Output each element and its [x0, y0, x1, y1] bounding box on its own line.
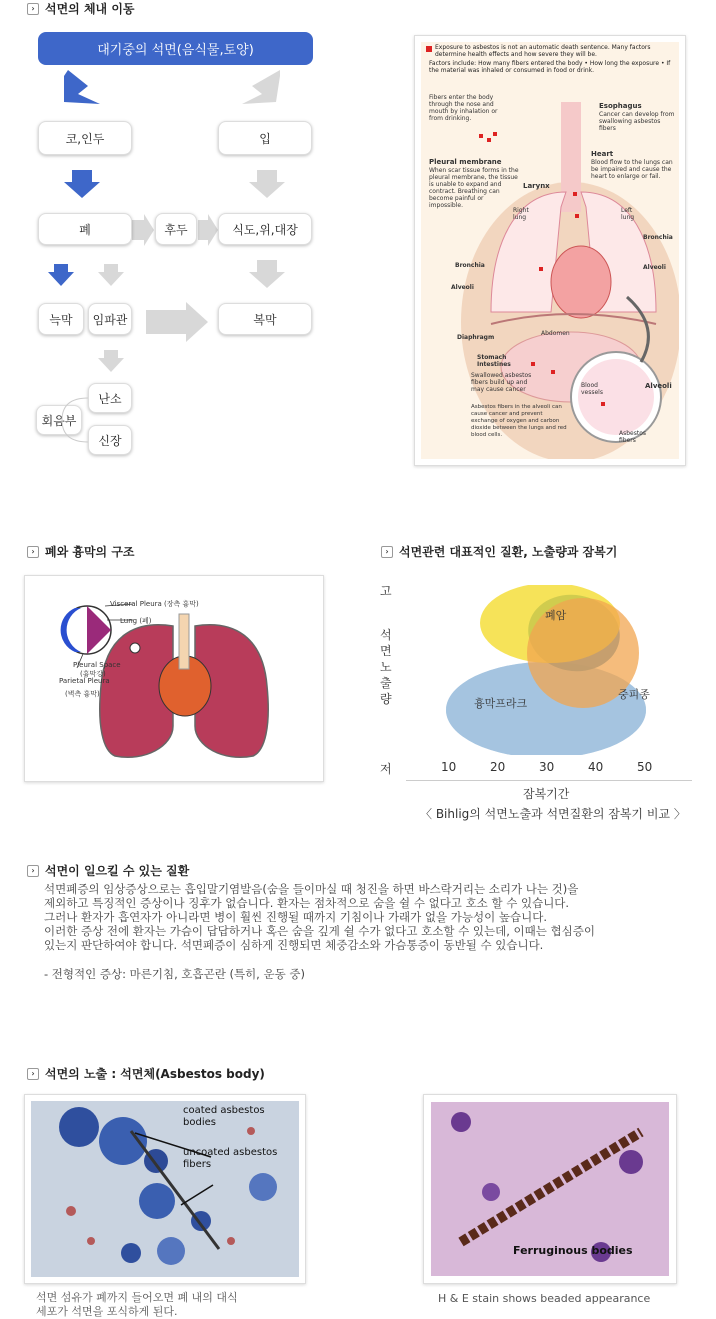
- label-esophagus: Esophagus: [599, 102, 642, 110]
- x-axis-label: 잠복기간: [523, 787, 570, 801]
- ferruginous-caption: H & E stain shows beaded appearance: [438, 1292, 651, 1305]
- node-mouth: 입: [218, 121, 312, 155]
- arrow-down-icon: [98, 350, 124, 372]
- label-alveoli-right: Alveoli: [643, 264, 666, 271]
- arrow-down-icon: [64, 170, 100, 198]
- micrograph-canvas: [31, 1101, 299, 1277]
- section-title-diseases: › 석면이 일으킬 수 있는 질환: [27, 862, 189, 879]
- node-ovary: 난소: [88, 383, 132, 413]
- x-tick-label: 10: [441, 760, 457, 774]
- bullet-arrow-icon: ›: [381, 546, 393, 558]
- label-asbestos-fibers: Asbestos fibers: [619, 430, 647, 444]
- arrow-right-icon: [132, 214, 154, 246]
- label-parietal-pleura: Parietal Pleura: [59, 677, 110, 685]
- label-pleural-space-ko: (흉막강): [80, 670, 106, 678]
- label-uncoated-fibers: uncoated asbestos fibers: [183, 1147, 278, 1170]
- label-parietal-pleura-ko: (벽측 흉막): [65, 690, 100, 698]
- arrow-down-icon: [249, 260, 285, 288]
- y-axis-low: 저: [380, 762, 392, 776]
- chart-caption: 〈 Bihlig의 석면노출과 석면질환의 잠복기 비교 〉: [420, 807, 686, 821]
- arrow-down-right-icon: [242, 70, 280, 104]
- x-tick-label: 20: [490, 760, 506, 774]
- node-perineum: 회음부: [36, 405, 82, 435]
- label-diaphragm: Diaphragm: [457, 334, 495, 341]
- typical-symptoms: - 전형적인 증상: 마른기침, 호흡곤란 (특히, 운동 중): [44, 967, 305, 981]
- label-blood-vessels: Blood vessels: [581, 382, 603, 396]
- label-abdomen: Abdomen: [541, 330, 570, 337]
- disease-paragraph: 석면폐증의 임상증상으로는 흡입말기염발음(숨을 들이마실 때 청진을 하면 바스락거리는 소리가 나는 것)을 제외하고 특징적인 증상이나 징후가 없습니다. 환자는 점차적으로 숨을 쉴 수 없다고 호소 할 수 있습니다. 그러나 환자가 흡연자가 아니라면 병이 훨씬 진행될 때까지 기침이나 가래가 없을 가능성이 높습니다. 이러한 증상 전에 환자는 가슴이 답답하거나 혹은 숨을 깊게 쉴 수가 없다고 호소할 수 있는데, 이때는 협심증이 있는지 판단하여야 합니다. 석면폐증이 심하게 진행되면 체중감소와 가슴통증이 동반될 수 있습니다.: [44, 882, 595, 952]
- arrow-right-icon: [198, 214, 218, 246]
- section-title-structure: › 폐와 흉막의 구조: [27, 543, 135, 560]
- node-kidney: 신장: [88, 425, 132, 455]
- micrograph-caption: 석면 섬유가 폐까지 들어오면 폐 내의 대식 세포가 석면을 포식하게 된다.: [36, 1291, 238, 1318]
- arrow-down-left-icon: [64, 70, 100, 104]
- label-bronchia-right: Bronchia: [643, 234, 673, 241]
- label-alveoli-zoom: Alveoli: [645, 382, 672, 390]
- arrow-down-icon: [98, 264, 124, 286]
- label-ferruginous: Ferruginous bodies: [513, 1244, 633, 1257]
- section-title-migration: › 석면의 체내 이동: [27, 0, 135, 17]
- bracket-connector: [60, 395, 90, 445]
- y-axis-high: 고: [380, 584, 392, 598]
- arrow-down-icon: [249, 170, 285, 198]
- label-lung-cancer: 폐암: [545, 609, 567, 622]
- infographic-note: Exposure to asbestos is not an automatic death sentence. Many factors determine health effects and how severe they will be.: [435, 44, 651, 58]
- arrow-right-icon: [146, 302, 208, 342]
- label-stomach: Stomach Intestines: [477, 354, 511, 368]
- x-axis-line: [406, 780, 692, 781]
- label-pleural-desc: When scar tissue forms in the pleural membrane, the tissue is unable to expand and contract. Breathing can become painful or impossible.: [429, 167, 519, 209]
- label-visceral-pleura: Visceral Pleura (장측 흉막): [110, 600, 199, 608]
- x-tick-label: 50: [637, 760, 653, 774]
- x-tick-label: 40: [588, 760, 604, 774]
- label-plaque: 흉막프라크: [474, 697, 528, 710]
- label-pleural: Pleural membrane: [429, 158, 502, 166]
- node-lung: 폐: [38, 213, 132, 245]
- label-stomach-desc: Swallowed asbestos fibers build up and may cause cancer: [471, 372, 532, 393]
- node-larynx: 후두: [155, 213, 197, 245]
- asbestos-body-micrograph: [24, 1094, 306, 1284]
- label-heart: Heart: [591, 150, 614, 158]
- bullet-arrow-icon: ›: [27, 1068, 39, 1080]
- node-nose: 코,인두: [38, 121, 132, 155]
- bullet-arrow-icon: ›: [27, 3, 39, 15]
- node-lymph: 임파관: [88, 303, 132, 335]
- label-right-lung: Right lung: [513, 207, 529, 221]
- x-tick-label: 30: [539, 760, 555, 774]
- label-mesothelioma: 중피종: [618, 688, 650, 701]
- label-fibers: Fibers enter the body through the nose and mouth by inhalation or from drinking.: [429, 94, 498, 122]
- label-asbestosis: 석면폐: [437, 617, 469, 630]
- label-coated-bodies: coated asbestos bodies: [183, 1105, 265, 1128]
- label-esophagus-desc: Cancer can develop from swallowing asbestos fibers: [599, 111, 675, 132]
- label-heart-desc: Blood flow to the lungs can be impaired and cause the heart to enlarge or fail.: [591, 159, 673, 180]
- infographic-factors: Factors include: How many fibers entered the body • How long the exposure • If the material was inhaled or consumed in food or drink.: [429, 60, 671, 74]
- source-box: 대기중의 석면(음식물,토양): [38, 32, 313, 65]
- section-title-latency: › 석면관련 대표적인 질환, 노출량과 잠복기: [381, 543, 617, 560]
- node-pleura: 늑막: [38, 303, 84, 335]
- node-gi: 식도,위,대장: [218, 213, 312, 245]
- infographic-canvas: [421, 42, 679, 459]
- y-axis-label: 석면노출량: [380, 628, 392, 706]
- ferruginous-body-micrograph: [423, 1094, 677, 1284]
- label-lung: Lung (폐): [120, 617, 152, 625]
- label-alveoli-left: Alveoli: [451, 284, 474, 291]
- label-left-lung: Left lung: [621, 207, 635, 221]
- ferruginous-canvas: [431, 1102, 669, 1276]
- asbestos-body-infographic: [414, 35, 686, 466]
- bullet-arrow-icon: ›: [27, 865, 39, 877]
- label-larynx: Larynx: [523, 182, 550, 190]
- bullet-arrow-icon: ›: [27, 546, 39, 558]
- label-pleural-space: Pleural Space: [73, 661, 121, 669]
- label-bronchia-left: Bronchia: [455, 262, 485, 269]
- pleura-structure-figure: [24, 575, 324, 782]
- node-peritoneum: 복막: [218, 303, 312, 335]
- section-title-exposure: › 석면의 노출 : 석면체(Asbestos body): [27, 1065, 265, 1082]
- arrow-down-icon: [48, 264, 74, 286]
- label-alveoli-desc: Asbestos fibers in the alveoli can cause cancer and prevent exchange of oxygen and carbon dioxide between the lungs and red blood cells.: [471, 404, 567, 438]
